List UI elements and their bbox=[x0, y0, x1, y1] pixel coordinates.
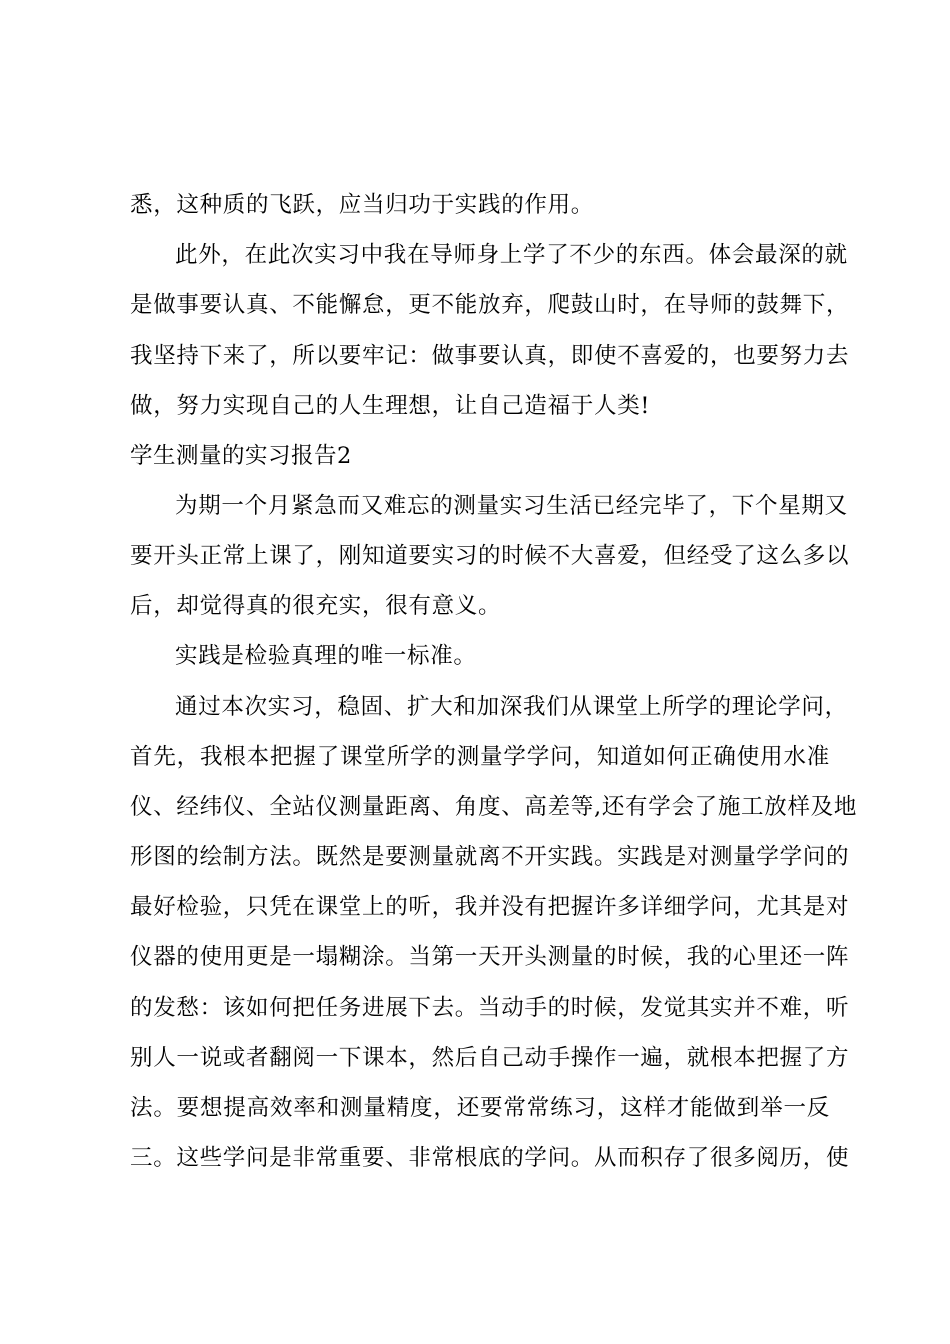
paragraph-line: 形图的绘制方法。既然是要测量就离不开实践。实践是对测量学学问的 bbox=[130, 844, 850, 870]
paragraph-line: 首先，我根本把握了课堂所学的测量学学问，知道如何正确使用水准 bbox=[130, 744, 830, 770]
paragraph-line: 的发愁：该如何把任务进展下去。当动手的时候，发觉其实并不难，听 bbox=[130, 995, 850, 1021]
paragraph-line: 三。这些学问是非常重要、非常根底的学问。从而积存了很多阅历，使 bbox=[130, 1145, 850, 1171]
paragraph-line: 此外，在此次实习中我在导师身上学了不少的东西。体会最深的就 bbox=[175, 242, 848, 268]
paragraph-line: 为期一个月紧急而又难忘的测量实习生活已经完毕了，下个星期又 bbox=[175, 493, 848, 519]
paragraph-line: 做，努力实现自己的人生理想，让自己造福于人类! bbox=[130, 393, 651, 419]
paragraph-line: 后，却觉得真的很充实，很有意义。 bbox=[130, 593, 502, 619]
paragraph-line: 要开头正常上课了，刚知道要实习的时候不大喜爱，但经受了这么多以 bbox=[130, 543, 850, 569]
paragraph-line: 通过本次实习，稳固、扩大和加深我们从课堂上所学的理论学问， bbox=[175, 694, 848, 720]
paragraph-line: 是做事要认真、不能懈怠，更不能放弃，爬鼓山时，在导师的鼓舞下， bbox=[130, 292, 850, 318]
paragraph-line: 仪器的使用更是一塌糊涂。当第一天开头测量的时候，我的心里还一阵 bbox=[130, 944, 850, 970]
paragraph-line: 仪、经纬仪、全站仪测量距离、角度、高差等,还有学会了施工放样及地 bbox=[130, 794, 858, 820]
paragraph-line: 实践是检验真理的唯一标准。 bbox=[175, 643, 477, 669]
paragraph-line: 最好检验，只凭在课堂上的听，我并没有把握许多详细学问，尤其是对 bbox=[130, 894, 850, 920]
paragraph-line: 法。要想提高效率和测量精度，还要常常练习，这样才能做到举一反 bbox=[130, 1095, 830, 1121]
paragraph-line: 别人一说或者翻阅一下课本，然后自己动手操作一遍，就根本把握了方 bbox=[130, 1045, 850, 1071]
section-heading: 学生测量的实习报告2 bbox=[130, 443, 352, 469]
paragraph-line: 悉，这种质的飞跃，应当归功于实践的作用。 bbox=[130, 192, 595, 218]
paragraph-line: 我坚持下来了，所以要牢记：做事要认真，即使不喜爱的，也要努力去 bbox=[130, 343, 850, 369]
